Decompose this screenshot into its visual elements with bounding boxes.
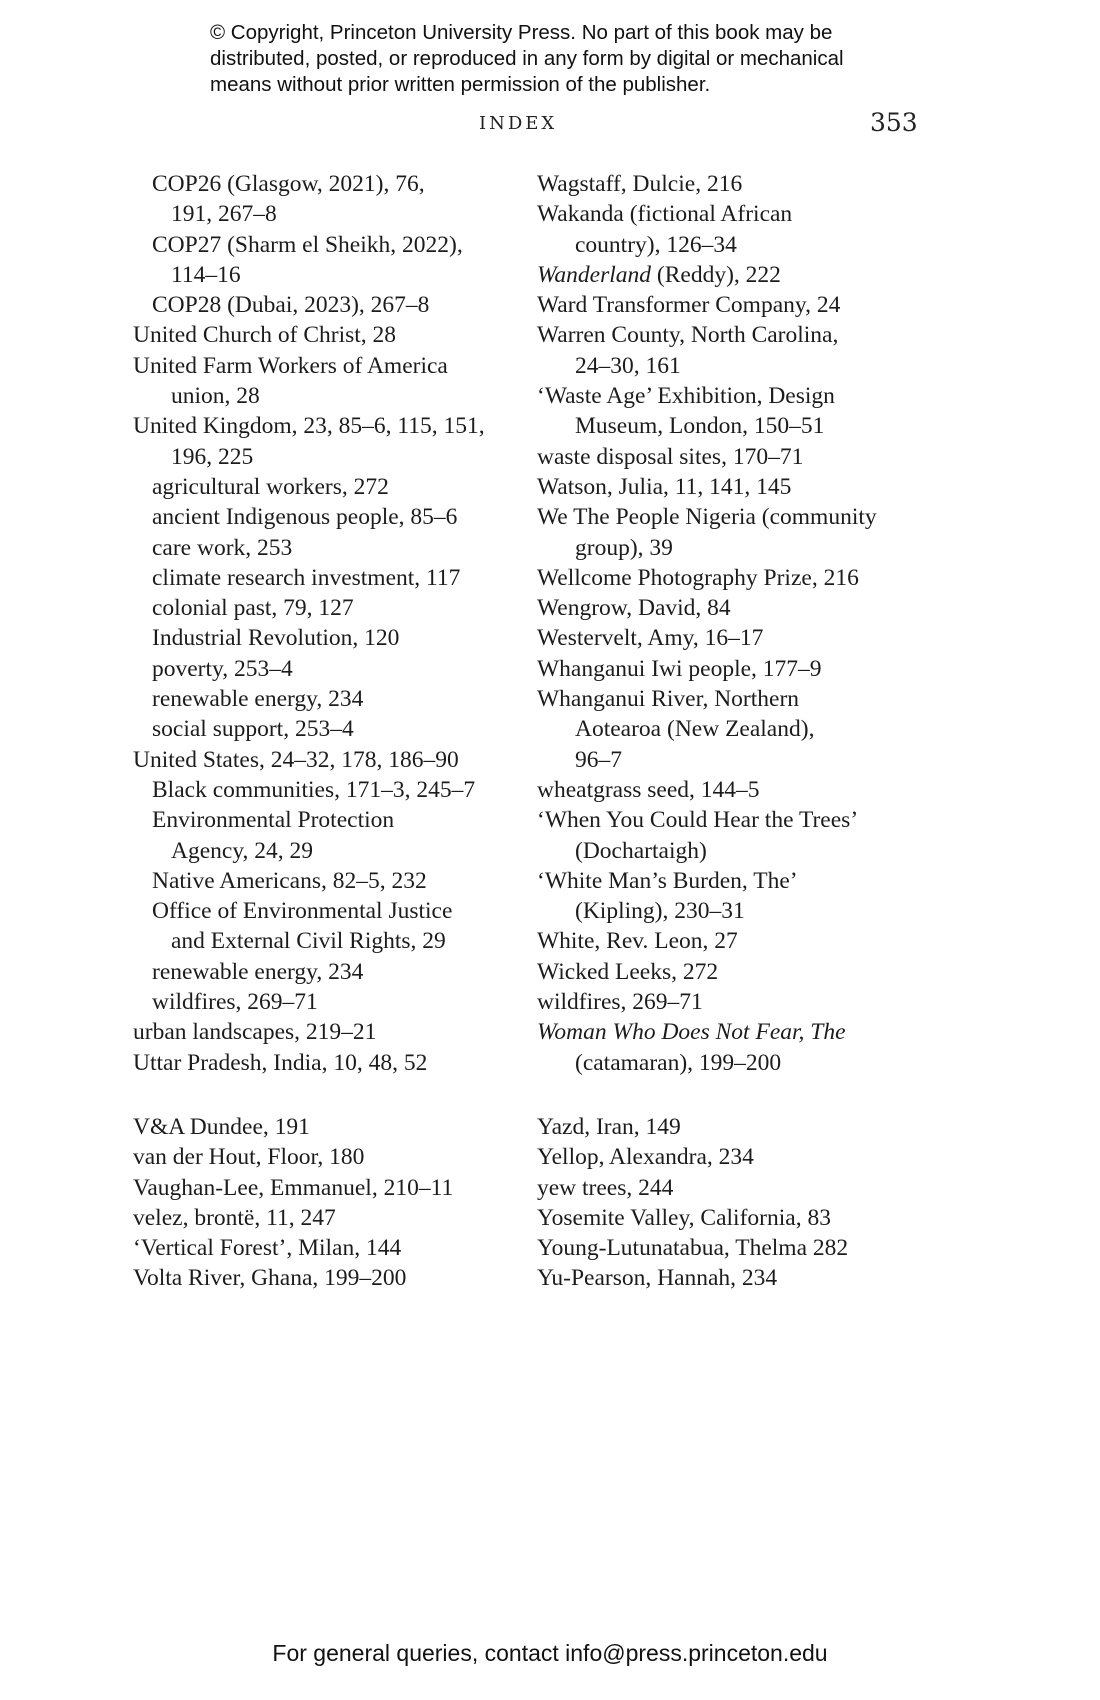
copyright-line: distributed, posted, or reproduced in any form by digital or mechanical: [210, 47, 844, 70]
index-entry-text: 196, 225: [171, 443, 254, 470]
index-entry: [537, 1203, 927, 1233]
index-entry-text: ‘Vertical Forest’, Milan, 144: [133, 1235, 402, 1262]
index-entry-text: Whanganui Iwi people, 177–9: [537, 655, 822, 682]
index-entry-text: colonial past, 79, 127: [152, 595, 354, 622]
index-entry-text: COP28 (Dubai, 2023), 267–8: [152, 292, 430, 319]
index-entry-text: ‘When You Could Hear the Trees’: [537, 807, 859, 834]
index-entry: [133, 563, 508, 593]
index-entry: [537, 199, 927, 229]
index-entry: [133, 926, 508, 956]
index-entry: [537, 836, 927, 866]
index-entry-text: social support, 253–4: [152, 716, 354, 743]
index-column-left-top: [133, 169, 508, 1078]
index-entry: [133, 714, 508, 744]
index-entry-text: ancient Indigenous people, 85–6: [152, 504, 458, 531]
index-entry-text: 96–7: [575, 746, 622, 773]
index-entry-text: Yosemite Valley, California, 83: [537, 1204, 831, 1231]
index-entry: [537, 987, 927, 1017]
index-entry: [537, 1142, 927, 1172]
index-entry-text: Wengrow, David, 84: [537, 595, 731, 622]
index-entry: [133, 1173, 508, 1203]
index-entry-title: Wanderland: [537, 261, 652, 288]
copyright-line: © Copyright, Princeton University Press. No part of this book may be: [210, 21, 833, 44]
index-entry: [133, 775, 508, 805]
index-entry-text: Vaughan-Lee, Emmanuel, 210–11: [133, 1174, 454, 1201]
copyright-line: means without prior written permission of the publisher.: [210, 73, 711, 96]
index-entry-text: Native Americans, 82–5, 232: [152, 867, 427, 894]
index-entry: [133, 381, 508, 411]
index-entry-text: Industrial Revolution, 120: [152, 625, 400, 652]
index-entry: [133, 411, 508, 441]
index-entry-text: Yu-Pearson, Hannah, 234: [537, 1265, 778, 1292]
index-entry: [133, 502, 508, 532]
index-entry: [537, 1048, 927, 1078]
index-entry-text: climate research investment, 117: [152, 564, 461, 591]
index-entry: [537, 745, 927, 775]
index-entry: [133, 290, 508, 320]
index-entry-text: care work, 253: [152, 534, 293, 561]
index-entry: [537, 714, 927, 744]
index-entry: [537, 230, 927, 260]
index-entry: [537, 775, 927, 805]
index-entry-text: Yazd, Iran, 149: [537, 1114, 681, 1140]
index-entry-text: 191, 267–8: [171, 201, 277, 228]
index-entry: [537, 320, 927, 350]
running-head: INDEX: [479, 113, 558, 134]
index-entry-text: United Farm Workers of America: [133, 352, 448, 379]
index-entry-text: yew trees, 244: [537, 1174, 674, 1201]
index-entry-text: and External Civil Rights, 29: [171, 928, 446, 955]
index-entry: [133, 836, 508, 866]
index-entry-text: Wakanda (fictional African: [537, 201, 793, 228]
index-entry: [537, 623, 927, 653]
index-entry: [537, 502, 927, 532]
index-entry-text: Environmental Protection: [152, 807, 395, 834]
index-entry-text: ‘White Man’s Burden, The’: [537, 867, 798, 894]
index-entry-title: Woman Who Does Not Fear, The: [537, 1019, 846, 1046]
index-entry: [537, 290, 927, 320]
index-entry: [133, 805, 508, 835]
index-entry-text: group), 39: [575, 534, 673, 561]
index-entry: [133, 654, 508, 684]
index-entry: [133, 623, 508, 653]
index-entry-text: V&A Dundee, 191: [133, 1114, 310, 1140]
index-column-right-bottom: [537, 1112, 927, 1294]
index-entry: [537, 472, 927, 502]
index-entry: [133, 1142, 508, 1172]
index-entry: [537, 866, 927, 896]
index-entry: [537, 563, 927, 593]
index-entry-text: union, 28: [171, 383, 260, 410]
index-entry: [537, 351, 927, 381]
copyright-notice: [210, 20, 910, 98]
index-entry-text: Volta River, Ghana, 199–200: [133, 1265, 407, 1292]
index-entry-text: Wagstaff, Dulcie, 216: [537, 171, 743, 197]
index-entry-text: wildfires, 269–71: [152, 989, 318, 1016]
index-entry-text: van der Hout, Floor, 180: [133, 1144, 365, 1171]
index-entry-text: renewable energy, 234: [152, 686, 364, 713]
index-entry: [133, 866, 508, 896]
index-entry: [537, 684, 927, 714]
index-entry: [133, 1233, 508, 1263]
index-entry: [133, 987, 508, 1017]
index-entry-text: 24–30, 161: [575, 352, 681, 379]
index-entry: [537, 1233, 927, 1263]
index-entry-text: renewable energy, 234: [152, 958, 364, 985]
index-entry-text: (Kipling), 230–31: [575, 898, 745, 925]
index-entry-text: United Kingdom, 23, 85–6, 115, 151,: [133, 413, 485, 440]
index-entry-text: COP26 (Glasgow, 2021), 76,: [152, 171, 425, 197]
index-entry: [537, 654, 927, 684]
index-entry-text: United Church of Christ, 28: [133, 322, 397, 349]
index-entry: [537, 1017, 927, 1047]
index-entry-text: Watson, Julia, 11, 141, 145: [537, 473, 792, 500]
index-entry: [537, 593, 927, 623]
index-entry: [537, 411, 927, 441]
index-entry-text: agricultural workers, 272: [152, 473, 389, 500]
index-entry-text: COP27 (Sharm el Sheikh, 2022),: [152, 231, 463, 258]
index-entry-text: Agency, 24, 29: [171, 837, 314, 864]
index-entry: [537, 260, 927, 290]
index-entry-text: Black communities, 171–3, 245–7: [152, 776, 476, 803]
index-entry: [537, 805, 927, 835]
index-entry-text: Aotearoa (New Zealand),: [575, 716, 815, 743]
index-entry: [133, 1263, 508, 1293]
index-entry-text: (Dochartaigh): [575, 837, 707, 864]
index-entry: [133, 896, 508, 926]
index-entry-text: Ward Transformer Company, 24: [537, 292, 841, 319]
index-entry: [133, 684, 508, 714]
index-entry: [133, 320, 508, 350]
index-entry-text: Yellop, Alexandra, 234: [537, 1144, 754, 1171]
index-entry-text: Young-Lutunatabua, Thelma 282: [537, 1235, 849, 1262]
index-entry-text: White, Rev. Leon, 27: [537, 928, 738, 955]
index-entry: [537, 1112, 927, 1142]
index-entry: [133, 1017, 508, 1047]
index-entry: [133, 472, 508, 502]
index-entry-text: wheatgrass seed, 144–5: [537, 776, 760, 803]
index-entry-text: 114–16: [171, 261, 241, 288]
index-entry: [133, 533, 508, 563]
index-entry: [133, 745, 508, 775]
index-entry: [537, 1263, 927, 1293]
index-entry: [133, 957, 508, 987]
index-entry-text: Museum, London, 150–51: [575, 413, 825, 440]
index-entry-text: poverty, 253–4: [152, 655, 293, 682]
index-entry-text: wildfires, 269–71: [537, 989, 703, 1016]
index-entry-text: (catamaran), 199–200: [575, 1049, 782, 1076]
index-entry: [537, 926, 927, 956]
index-entry-text: (Reddy), 222: [651, 261, 781, 288]
index-entry-text: Warren County, North Carolina,: [537, 322, 839, 349]
index-column-left-bottom: [133, 1112, 508, 1294]
index-entry-text: waste disposal sites, 170–71: [537, 443, 804, 470]
index-entry-text: Wicked Leeks, 272: [537, 958, 719, 985]
index-entry-text: Westervelt, Amy, 16–17: [537, 625, 764, 652]
index-entry: [537, 442, 927, 472]
index-entry-text: velez, brontë, 11, 247: [133, 1204, 336, 1231]
index-entry: [133, 230, 508, 260]
index-entry-text: ‘Waste Age’ Exhibition, Design: [537, 383, 835, 410]
index-entry: [537, 896, 927, 926]
index-entry: [537, 381, 927, 411]
index-entry: [133, 1112, 508, 1142]
index-entry: [537, 957, 927, 987]
index-entry-text: urban landscapes, 219–21: [133, 1019, 377, 1046]
index-entry-text: Office of Environmental Justice: [152, 898, 453, 925]
index-column-right-top: [537, 169, 927, 1078]
index-entry: [537, 533, 927, 563]
index-entry: [133, 1203, 508, 1233]
index-entry-text: We The People Nigeria (community: [537, 504, 877, 531]
index-entry-text: United States, 24–32, 178, 186–90: [133, 746, 459, 773]
index-entry: [133, 593, 508, 623]
index-entry-text: Whanganui River, Northern: [537, 686, 800, 713]
footer-contact: For general queries, contact info@press.princeton.edu: [272, 1640, 828, 1666]
index-entry: [133, 199, 508, 229]
index-entry: [537, 169, 927, 199]
index-entry: [537, 1173, 927, 1203]
index-entry: [133, 260, 508, 290]
index-entry-text: Uttar Pradesh, India, 10, 48, 52: [133, 1049, 428, 1076]
page-number: 353: [870, 108, 918, 137]
index-entry: [133, 442, 508, 472]
index-entry: [133, 351, 508, 381]
index-entry-text: Wellcome Photography Prize, 216: [537, 564, 859, 591]
index-entry: [133, 169, 508, 199]
index-entry-text: country), 126–34: [575, 231, 737, 258]
index-entry: [133, 1048, 508, 1078]
